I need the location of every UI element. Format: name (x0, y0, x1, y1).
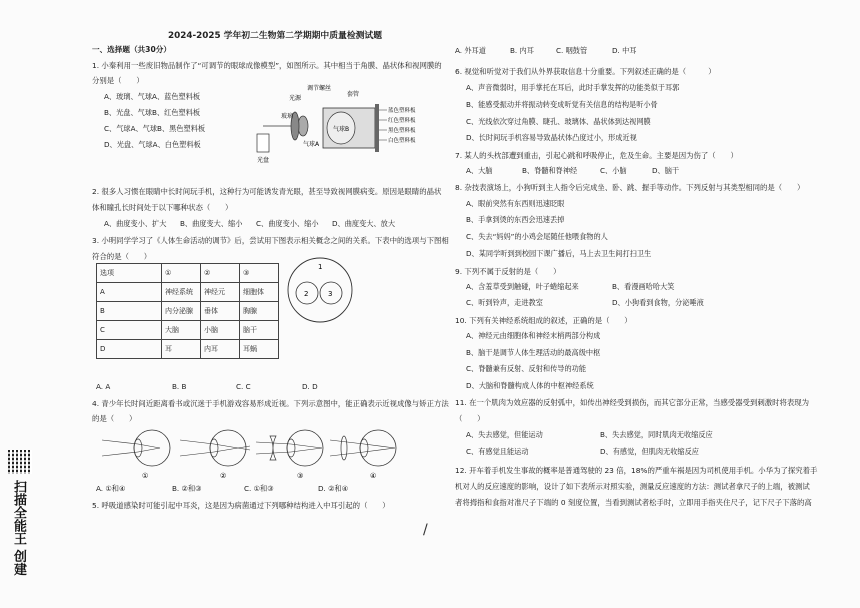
diagram-4 (330, 430, 396, 480)
label-glass: 玻璃 (281, 113, 294, 120)
table-row (97, 302, 279, 321)
q10-option-c: C、脊髓兼有反射、反射和传导的功能 (466, 364, 587, 373)
q3-option-b: B. B (172, 382, 187, 391)
q3-stem: 3. 小明同学学习了《人体生命活动的调节》后，尝试用下图表示相关概念之间的关系。下表中的选项与下图相 (92, 236, 449, 245)
table-header-cell: ① (162, 264, 201, 283)
q12-stem-3: 者将拇指和食指对准尺子下端的 0 刻度位置，当看到测试者松手时，立即用手指夹住尺子，记下尺子下落的高 (455, 498, 812, 507)
q10-option-d: D、大脑和脊髓构成人体的中枢神经系统 (466, 381, 594, 390)
q9-option-d: D、小狗看到食物，分泌唾液 (612, 298, 704, 307)
q9-option-c: C、听到铃声，走进教室 (466, 298, 543, 307)
q8-option-a: A、眼前突然有东西则迅速眨眼 (466, 199, 565, 208)
q12-stem-2: 机对人的反应速度的影响，设计了如下表所示对照实验，测量反应速度的方法：测试者拿尺子的上端，被测试 (455, 482, 810, 491)
q9-option-a: A、含羞草受到触碰，叶子蜷缩起来 (466, 282, 579, 291)
q7-option-b: B、脊髓和脊神经 (522, 166, 578, 175)
q3-option-d: D. D (302, 382, 318, 391)
label-balloon-b: 气球B (333, 126, 350, 133)
table-cell: 脑干 (240, 321, 279, 340)
label-tube: 套管 (347, 91, 360, 98)
scanner-watermark: 扫描全能王 创建 (11, 480, 26, 576)
q2-option-d: D、曲度变大、放大 (332, 219, 396, 228)
q1-option-a: A、玻璃、气球A、蓝色塑料板 (104, 92, 201, 101)
q3-stem-2: 符合的是（ ） (92, 252, 152, 261)
q6-stem: 6. 视觉和听觉对于我们从外界获取信息十分重要。下列叙述正确的是（ ） (455, 67, 716, 76)
q5-option-c: C. 咽鼓管 (556, 46, 588, 55)
q7-option-c: C、小脑 (600, 166, 627, 175)
circle-label-3: 3 (328, 290, 333, 298)
table-header-row (97, 264, 279, 283)
table-cell: 细胞体 (240, 283, 279, 302)
text-cursor: / (423, 522, 428, 538)
q11-stem-2: （ ） (455, 414, 485, 423)
q5-stem: 5. 呼吸道感染时可能引起中耳炎，这是因为病菌通过下列哪种结构进入中耳引起的（ ） (92, 501, 390, 510)
q11-option-b: B、失去感觉，同时肌肉无收缩反应 (600, 430, 713, 439)
label-light: 光源 (289, 95, 302, 102)
q6-option-a: A、声音微弱时，用手掌托在耳后，此时手掌发挥的功能类似于耳郭 (466, 83, 680, 92)
q3-option-c: C. C (236, 382, 251, 391)
q2-option-a: A、曲度变小、扩大 (104, 219, 167, 228)
table-cell: D (97, 340, 162, 359)
q11-option-a: A、失去感觉，但能运动 (466, 430, 543, 439)
table-row (97, 340, 279, 359)
q8-option-c: C、失去“妈妈”的小鸡会尾随任他喂食物的人 (466, 232, 608, 241)
label-black: 黑色塑料板 (388, 128, 416, 134)
q1-stem: 1. 小秦利用一些废旧物品制作了“可调节的眼球成像模型”，如图所示。其中相当于角膜、晶状体和视网膜的 (92, 61, 442, 70)
q10-option-b: B、脑干是调节人体生理活动的最高级中枢 (466, 348, 601, 357)
q6-option-b: B、能感受振动并将振动转变成听觉有关信息的结构是听小骨 (466, 100, 658, 109)
q11-option-d: D、有感觉，但肌肉无收缩反应 (600, 447, 699, 456)
q1-option-d: D、光盘、气球A、白色塑料板 (104, 140, 201, 149)
table-cell: 内分泌腺 (162, 302, 201, 321)
diagram-1 (102, 430, 170, 480)
q4-option-c: C. ①和③ (244, 484, 274, 493)
table-cell: A (97, 283, 162, 302)
q2-option-b: B、曲度变大、缩小 (180, 219, 243, 228)
q9-option-b: B、看漫画哈哈大笑 (612, 282, 675, 291)
q9-stem: 9. 下列不属于反射的是（ ） (455, 267, 561, 276)
q4-option-d: D. ②和④ (318, 484, 349, 493)
q3-option-a: A. A (96, 382, 111, 391)
q8-option-b: B、手拿到烫的东西会迅速丢掉 (466, 215, 565, 224)
table-row (97, 283, 279, 302)
table-cell: 内耳 (201, 340, 240, 359)
table-cell: B (97, 302, 162, 321)
q8-option-d: D、某同学听到到校园下课广播后，马上去卫生间打扫卫生 (466, 249, 652, 258)
q8-stem: 8. 杂技表演场上，小狗听到主人指令后完成坐、卧、跳、握手等动作。下列反射与其类型相同的是（ ） (455, 183, 805, 192)
q1-option-c: C、气球A、气球B、黑色塑料板 (104, 124, 206, 133)
q11-option-c: C、有感觉且能运动 (466, 447, 529, 456)
table-header-cell: ③ (240, 264, 279, 283)
table-header-cell: ② (201, 264, 240, 283)
q2-option-c: C、曲度变小、缩小 (256, 219, 319, 228)
circle-label-1: 1 (318, 263, 323, 271)
label-blue: 蓝色塑料板 (388, 108, 416, 114)
q4-stem-2: 的是（ ） (92, 414, 137, 423)
q4-option-b: B. ②和③ (172, 484, 202, 493)
q12-stem: 12. 开车着手机发生事故的概率是普通驾驶的 23 倍，18%的严重车祸是因为司机使用手机。小华为了探究着手 (455, 466, 818, 475)
diagram-num-4: ④ (370, 472, 377, 480)
q11-stem: 11. 在一个肌肉为效应器的反射弧中，如传出神经受到损伤，而其它部分正常，当感受器受到刺激时将表现为 (455, 398, 810, 407)
table-cell: 小脑 (201, 321, 240, 340)
vision-diagrams-figure (100, 426, 400, 482)
q5-option-b: B. 内耳 (510, 46, 534, 55)
q7-option-a: A、大脑 (466, 166, 493, 175)
diagram-num-2: ② (220, 472, 227, 480)
table-cell: 大脑 (162, 321, 201, 340)
diagram-2 (180, 430, 250, 480)
q5-option-a: A. 外耳道 (455, 46, 486, 55)
table-cell: 胸腺 (240, 302, 279, 321)
table-cell: 神经元 (201, 283, 240, 302)
qr-code (8, 450, 32, 474)
q6-option-c: C、光线依次穿过角膜、睫孔、玻璃体、晶状体到达视网膜 (466, 117, 651, 126)
concept-circles-figure (285, 255, 355, 325)
table-cell: 垂体 (201, 302, 240, 321)
q10-stem: 10. 下列有关神经系统组成的叙述，正确的是（ ） (455, 316, 632, 325)
q5-option-d: D. 中耳 (612, 46, 637, 55)
q3-table (96, 263, 279, 359)
table-cell: 耳 (162, 340, 201, 359)
label-knob: 调节螺丝 (307, 85, 332, 92)
table-cell: 神经系统 (162, 283, 201, 302)
plate-stack (375, 104, 379, 152)
q6-option-d: D、长时间玩手机容易导致晶状体凸度过小，形成近视 (466, 133, 637, 142)
q10-option-a: A、神经元由细胞体和神经末梢两部分构成 (466, 331, 601, 340)
label-red: 红色塑料板 (388, 118, 416, 124)
eye-model-figure (255, 82, 416, 168)
balloon-a (298, 116, 308, 136)
q1-stem-2: 分别是（ ） (92, 76, 144, 85)
q4-option-a: A. ①和④ (96, 484, 126, 493)
table-row (97, 321, 279, 340)
q7-option-d: D、脑干 (652, 166, 680, 175)
section-heading: 一、选择题（共30分） (92, 45, 171, 54)
q2-stem-2: 体和瞳孔长时间处于以下哪种状态（ ） (92, 203, 233, 212)
label-disc: 光盘 (257, 157, 270, 164)
page-title: 2024-2025 学年初二生物第二学期期中质量检测试题 (167, 31, 383, 41)
q2-stem: 2. 很多人习惯在眼睛中长时间玩手机，这种行为可能诱发青光眼，甚至导致视网膜病变。原因是眼睛的晶状 (92, 187, 442, 196)
table-header-cell: 选项 (97, 264, 162, 283)
label-balloon-a: 气球A (303, 141, 320, 148)
table-cell: 耳蜗 (240, 340, 279, 359)
diagram-num-1: ① (142, 472, 149, 480)
label-white: 白色塑料板 (388, 138, 416, 144)
table-cell: C (97, 321, 162, 340)
diagram-3 (256, 430, 323, 480)
circle-label-2: 2 (304, 290, 309, 298)
diagram-num-3: ③ (297, 472, 304, 480)
light-source (257, 134, 269, 152)
q4-stem: 4. 青少年长时间近距离看书或沉迷于手机游戏容易形成近视。下列示意图中，能正确表示近视成像与矫正方法 (92, 399, 449, 408)
q7-stem: 7. 某人的头枕部遭到重击，引起心跳和呼吸停止，危及生命。主要是因为伤了（ ） (455, 151, 738, 160)
q1-option-b: B、光盘、气球B、红色塑料板 (104, 108, 201, 117)
